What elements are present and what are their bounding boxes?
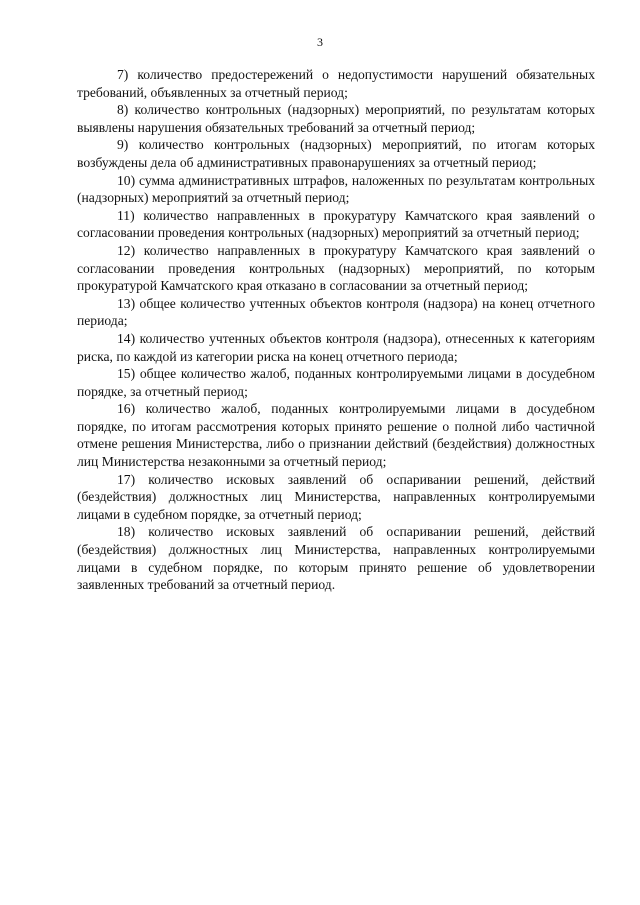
list-item-11: 11) количество направленных в прокуратуру Камчатского края заявлений о согласовании проведения контрольных (надзорных) мероприятий за отчетный период; (77, 207, 595, 241)
document-body (77, 66, 595, 594)
list-item-14: 14) количество учтенных объектов контроля (надзора), отнесенных к категориям риска, по каждой из категории риска на конец отчетного периода; (77, 330, 595, 364)
list-item-10: 10) сумма административных штрафов, наложенных по результатам контрольных (надзорных) мероприятий за отчетный период; (77, 172, 595, 206)
list-item-18: 18) количество исковых заявлений об оспаривании решений, действий (бездействия) должностных лиц Министерства, направленных контролируемыми лицами в судебном порядке, по которым принято решение об удовлетворении заявленных требований за отчетный период. (77, 524, 595, 593)
list-item-15: 15) общее количество жалоб, поданных контролируемыми лицами в досудебном порядке, за отчетный период; (77, 366, 595, 399)
list-item-9: 9) количество контрольных (надзорных) мероприятий, по итогам которых возбуждены дела об административных правонарушениях за отчетный период; (77, 137, 595, 170)
list-item-17: 17) количество исковых заявлений об оспаривании решений, действий (бездействия) должностных лиц Министерства, направленных контролируемыми лицами в судебном порядке, за отчетный период; (77, 471, 595, 522)
list-item-12: 12) количество направленных в прокуратуру Камчатского края заявлений о согласовании проведения контрольных (надзорных) мероприятий, по которым прокуратурой Камчатского края отказано в согласовании за отчетный период; (77, 242, 595, 294)
list-item-8: 8) количество контрольных (надзорных) мероприятий, по результатам которых выявлены нарушения обязательных требований за отчетный период; (77, 102, 595, 135)
list-item-13: 13) общее количество учтенных объектов контроля (надзора) на конец отчетного периода; (77, 295, 595, 329)
list-item-7: 7) количество предостережений о недопустимости нарушений обязательных требований, объявленных за отчетный период; (77, 67, 595, 100)
list-item-16: 16) количество жалоб, поданных контролируемыми лицами в досудебном порядке, по итогам рассмотрения которых принято решение о полной либо частичной отмене решения Министерства, либо о признании действий (бездействия) должностных лиц Министерства незаконными за отчетный период; (77, 401, 595, 470)
page-number: 3 (317, 35, 323, 49)
